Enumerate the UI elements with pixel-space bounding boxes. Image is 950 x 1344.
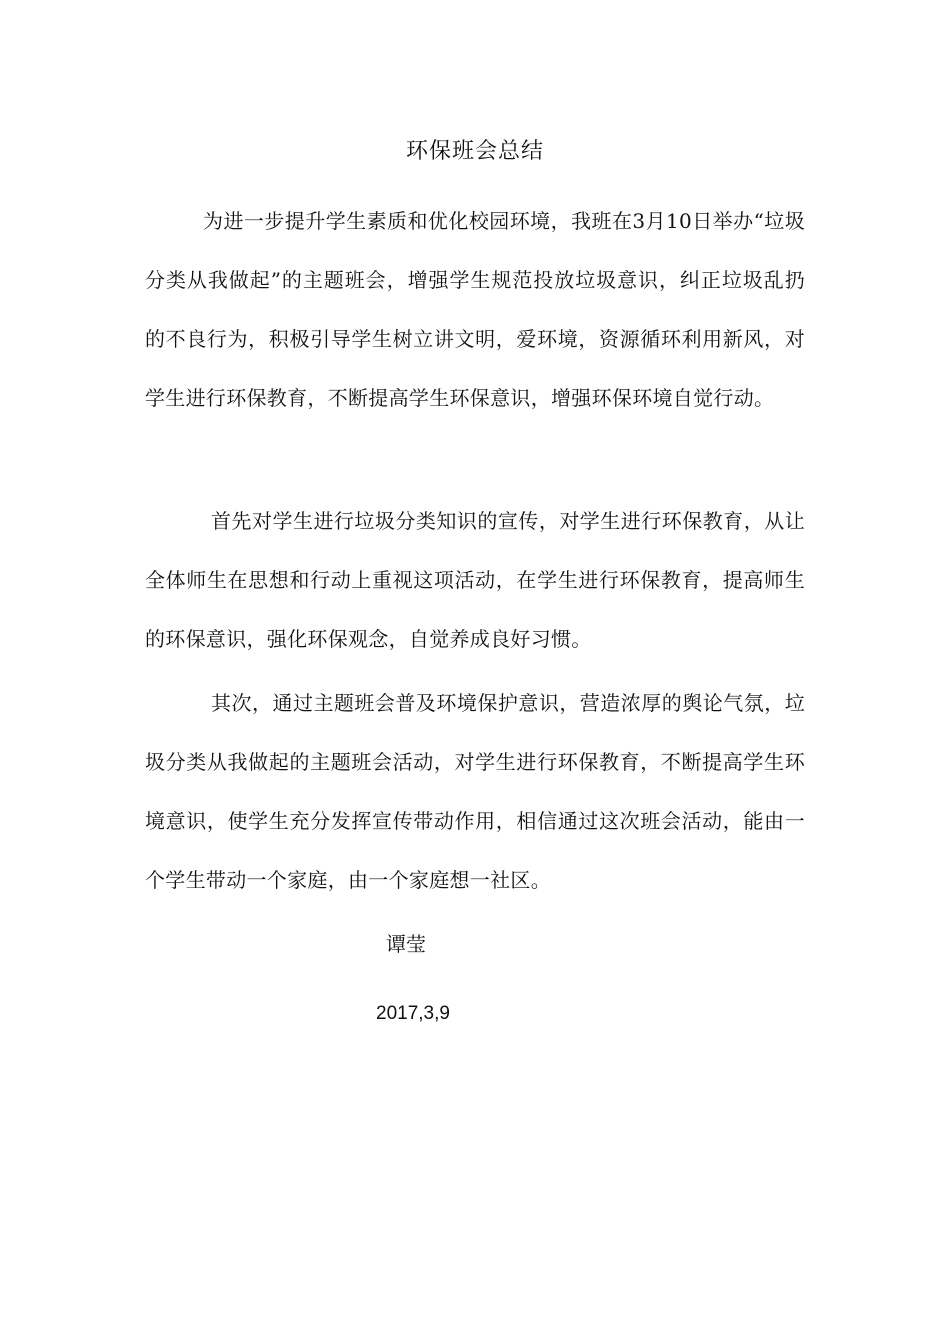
- paragraph-first: 首先对学生进行垃圾分类知识的宣传，对学生进行环保教育，从让全体师生在思想和行动上重视这项活动，在学生进行环保教育，提高师生的环保意识，强化环保观念，自觉养成良好习惯。: [145, 509, 805, 651]
- document-date: 2017,3,9: [376, 1003, 450, 1024]
- document-title: 环保班会总结: [405, 139, 544, 164]
- paragraph-intro: 为进一步提升学生素质和优化校园环境，我班在3月10日举办“垃圾分类从我做起”的主题班会，增强学生规范投放垃圾意识，纠正垃圾乱扔的不良行为，积极引导学生树立讲文明，爱环境，资源循环利用新风，对学生进行环保教育，不断提高学生环保意识，增强环保环境自觉行动。: [145, 209, 805, 410]
- paragraph-second: 其次，通过主题班会普及环境保护意识，营造浓厚的舆论气氛，垃圾分类从我做起的主题班会活动，对学生进行环保教育，不断提高学生环境意识，使学生充分发挥宣传带动作用，相信通过这次班会活动，能由一个学生带动一个家庭，由一个家庭想一社区。: [145, 691, 805, 892]
- signature: 谭莹: [386, 932, 426, 956]
